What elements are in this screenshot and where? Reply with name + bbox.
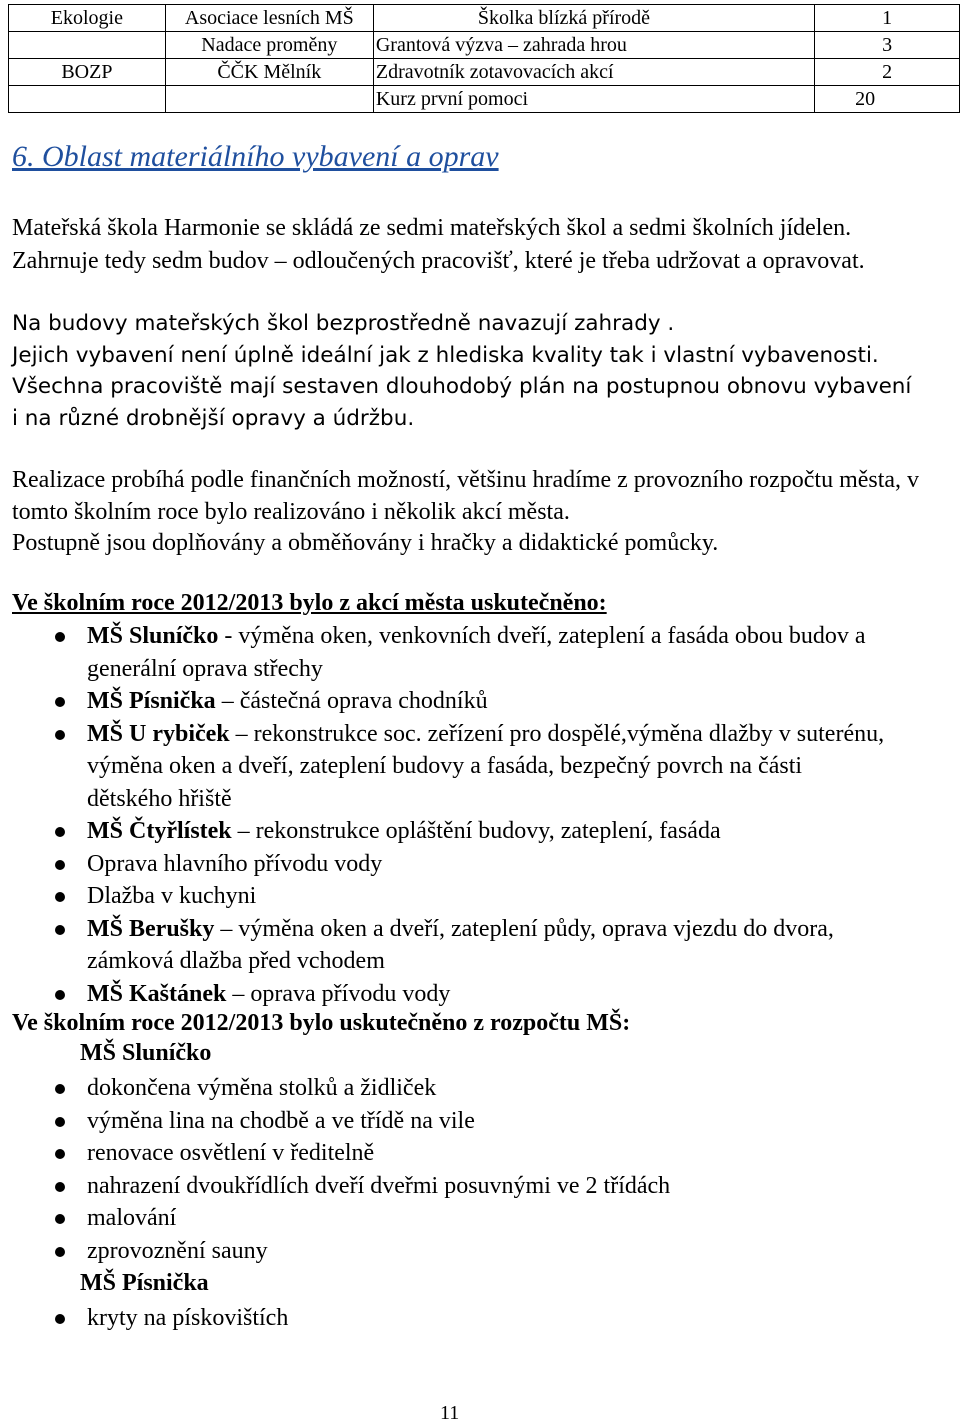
- item-text: Oprava hlavního přívodu vody: [87, 850, 383, 877]
- table-row: [9, 59, 960, 86]
- table-cell: Nadace proměny: [165, 32, 373, 59]
- list-item: malování: [0, 1202, 887, 1235]
- paragraph-text: Postupně jsou doplňovány a obměňovány i hračky a didaktické pomůcky.: [12, 530, 719, 556]
- sans-paragraphs: [12, 308, 912, 434]
- list-item: [0, 913, 887, 978]
- table-row: [9, 5, 960, 32]
- item-text: - výměna oken, venkovních dveří, zateplení a fasáda obou budov a generální oprava střechy: [87, 623, 866, 682]
- item-bold: MŠ Berušky: [87, 915, 215, 942]
- list-item: [0, 685, 887, 718]
- item-text: – částečná oprava chodníků: [215, 688, 488, 714]
- section1-title: Ve školním roce 2012/2013 bylo z akcí města uskutečněno:: [12, 590, 607, 616]
- paragraph-text: Všechna pracoviště mají sestaven dlouhodobý plán na postupnou obnovu vybavení i na různé drobnější opravy a údržbu.: [12, 374, 912, 431]
- table-cell: [9, 86, 166, 113]
- table-cell: 1: [815, 5, 960, 32]
- item-bold: MŠ U rybiček: [87, 720, 230, 747]
- intro-paragraph: [12, 212, 912, 277]
- list-item: kryty na pískovištích: [0, 1302, 887, 1335]
- list-item: [0, 620, 887, 685]
- item-bold: MŠ Písnička: [87, 688, 216, 714]
- table-cell: Kurz první pomoci: [373, 86, 814, 113]
- section-heading: 6. Oblast materiálního vybavení a oprav: [12, 140, 499, 173]
- table-row: [9, 32, 960, 59]
- table-cell: Školka blízká přírodě: [373, 5, 814, 32]
- table-cell: BOZP: [9, 59, 166, 86]
- list-item: [0, 718, 887, 816]
- paragraph-text: Mateřská škola Harmonie se skládá ze sedmi mateřských škol a sedmi školních jídelen. Zahrnuje tedy sedm budov – odloučených pracovišť, které je třeba udržovat a opravovat.: [12, 215, 865, 274]
- serif-paragraphs: [12, 465, 932, 560]
- item-text: – oprava přívodu vody: [226, 980, 451, 1007]
- paragraph-text: Jejich vybavení není úplně ideální jak z hlediska kvality tak i vlastní vybavenosti.: [12, 342, 879, 368]
- table-cell: [165, 86, 373, 113]
- table-cell: Ekologie: [9, 5, 166, 32]
- table-cell: Zdravotník zotavovacích akcí: [373, 59, 814, 86]
- section2-title: Ve školním roce 2012/2013 bylo uskutečněno z rozpočtu MŠ:: [12, 1010, 631, 1036]
- budget-actions-list: [0, 1072, 887, 1267]
- list-item: [0, 815, 887, 848]
- activities-table: [8, 4, 960, 113]
- budget-actions-list-2: [0, 1302, 887, 1335]
- list-item: výměna lina na chodbě a ve třídě na vile: [0, 1105, 887, 1138]
- item-text: – výměna oken a dveří, zateplení půdy, oprava vjezdu do dvora, zámková dlažba před vchodem: [87, 915, 834, 974]
- item-text: Dlažba v kuchyni: [87, 883, 257, 909]
- list-item: renovace osvětlení v ředitelně: [0, 1137, 887, 1170]
- table-cell: ČČK Mělník: [165, 59, 373, 86]
- page-number: 11: [440, 1402, 460, 1424]
- item-bold: MŠ Kaštánek: [87, 980, 227, 1007]
- list-item: nahrazení dvoukřídlích dveří dveřmi posuvnými ve 2 třídách: [0, 1170, 887, 1203]
- item-text: – rekonstrukce opláštění budovy, zateplení, fasáda: [231, 818, 721, 844]
- paragraph-text: Na budovy mateřských škol bezprostředně navazují zahrady .: [12, 311, 675, 336]
- table-cell: 3: [815, 32, 960, 59]
- subsection-title: MŠ Sluníčko: [80, 1040, 212, 1066]
- table-cell: 2: [815, 59, 960, 86]
- subsection-title: MŠ Písnička: [80, 1270, 209, 1296]
- table-cell: 20: [815, 86, 960, 113]
- table-cell: Grantová výzva – zahrada hrou: [373, 32, 814, 59]
- item-bold: MŠ Čtyřlístek: [87, 818, 232, 844]
- list-item: [0, 978, 887, 1011]
- list-item: [0, 848, 887, 881]
- item-bold: MŠ Sluníčko: [87, 623, 219, 649]
- list-item: [0, 880, 887, 913]
- list-item: zprovoznění sauny: [0, 1235, 887, 1268]
- table-cell: [9, 32, 166, 59]
- city-actions-list: [0, 620, 887, 1010]
- list-item: dokončena výměna stolků a židliček: [0, 1072, 887, 1105]
- paragraph-text: Realizace probíhá podle finančních možností, většinu hradíme z provozního rozpočtu města, v tomto školním roce bylo realizováno i několik akcí města.: [12, 467, 920, 525]
- table-row: [9, 86, 960, 113]
- table-cell: Asociace lesních MŠ: [165, 5, 373, 32]
- item-text: – rekonstrukce soc. zeřízení pro dospělé,výměna dlažby v suterénu, výměna oken a dveří, zateplení budovy a fasáda, bezpečný povrch na části dětského hřiště: [87, 720, 885, 812]
